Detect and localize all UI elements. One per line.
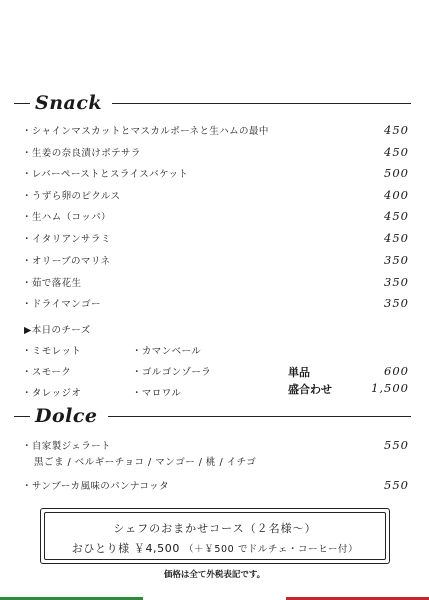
course-title: シェフのおまかせコース（２名様～） bbox=[113, 522, 317, 535]
menu-item-name: ・生ハム（コッパ） bbox=[22, 212, 111, 223]
menu-item bbox=[22, 122, 409, 138]
menu-item-name: ・茹で落花生 bbox=[22, 278, 82, 289]
menu-item-name: ・レバーペーストとスライスバケット bbox=[22, 169, 189, 180]
dolce-section-header bbox=[14, 405, 411, 427]
cheese-platter-label: 盛合わせ bbox=[288, 383, 332, 396]
menu-item bbox=[22, 252, 409, 268]
menu-item-price: 350 bbox=[384, 275, 409, 289]
cheese-item: ・ミモレット bbox=[22, 346, 82, 357]
cheese-platter-price: 1,500 bbox=[371, 381, 409, 395]
menu-item bbox=[22, 208, 409, 224]
menu-item-price: 450 bbox=[384, 231, 409, 245]
course-price-line bbox=[41, 540, 389, 556]
menu-item-price: 550 bbox=[384, 478, 409, 492]
menu-item bbox=[22, 165, 409, 181]
menu-item-name: ・シャインマスカットとマスカルポーネと生ハムの最中 bbox=[22, 126, 269, 137]
cheese-single-label: 単品 bbox=[288, 366, 310, 379]
gelato-flavors: 黒ごま / ベルギーチョコ / マンゴー / 桃 / イチゴ bbox=[34, 457, 257, 468]
header-dash bbox=[14, 103, 30, 104]
header-dash bbox=[14, 416, 30, 417]
menu-item-name: ・生姜の奈良漬けポテサラ bbox=[22, 148, 141, 159]
chef-course-box bbox=[40, 508, 390, 564]
header-rule bbox=[108, 416, 411, 417]
menu-item bbox=[22, 274, 409, 290]
menu-item-price: 350 bbox=[384, 253, 409, 267]
cheese-item: ・マロワル bbox=[132, 388, 182, 399]
menu-item-price: 500 bbox=[384, 166, 409, 180]
menu-item-price: 450 bbox=[384, 145, 409, 159]
menu-item bbox=[22, 477, 409, 493]
menu-item-price: 400 bbox=[384, 188, 409, 202]
course-price: おひとり様 ￥4,500 bbox=[71, 542, 180, 555]
course-addon: （＋￥500 でドルチェ・コーヒー付） bbox=[184, 544, 359, 555]
cheese-item: ・タレッジオ bbox=[22, 388, 82, 399]
menu-item bbox=[22, 295, 409, 311]
header-rule bbox=[112, 103, 411, 104]
menu-item-price: 450 bbox=[384, 123, 409, 137]
menu-item bbox=[22, 437, 409, 453]
menu-item bbox=[22, 187, 409, 203]
tax-note: 価格は全て外税表記です。 bbox=[163, 570, 266, 580]
menu-item bbox=[22, 144, 409, 160]
menu-item-price: 550 bbox=[384, 438, 409, 452]
cheese-heading: ▶本日のチーズ bbox=[24, 325, 91, 336]
menu-item-name: ・うずら卵のピクルス bbox=[22, 191, 121, 202]
menu-item-name: ・イタリアンサラミ bbox=[22, 234, 111, 245]
menu-item-name: ・ドライマンゴー bbox=[22, 299, 101, 310]
menu-item-price: 350 bbox=[384, 296, 409, 310]
dolce-title: Dolce bbox=[35, 405, 98, 427]
menu-item-price: 450 bbox=[384, 209, 409, 223]
snack-title: Snack bbox=[35, 92, 103, 114]
menu-item-name: ・サンブーカ風味のパンナコッタ bbox=[22, 481, 169, 492]
cheese-item: ・ゴルゴンゾーラ bbox=[132, 367, 212, 378]
cheese-item: ・スモーク bbox=[22, 367, 72, 378]
cheese-single-price: 600 bbox=[384, 364, 409, 378]
cheese-item: ・カマンベール bbox=[132, 346, 202, 357]
menu-item bbox=[22, 230, 409, 246]
menu-item-name: ・オリーブのマリネ bbox=[22, 256, 111, 267]
menu-item-name: ・自家製ジェラート bbox=[22, 441, 111, 452]
snack-section-header bbox=[14, 92, 411, 114]
